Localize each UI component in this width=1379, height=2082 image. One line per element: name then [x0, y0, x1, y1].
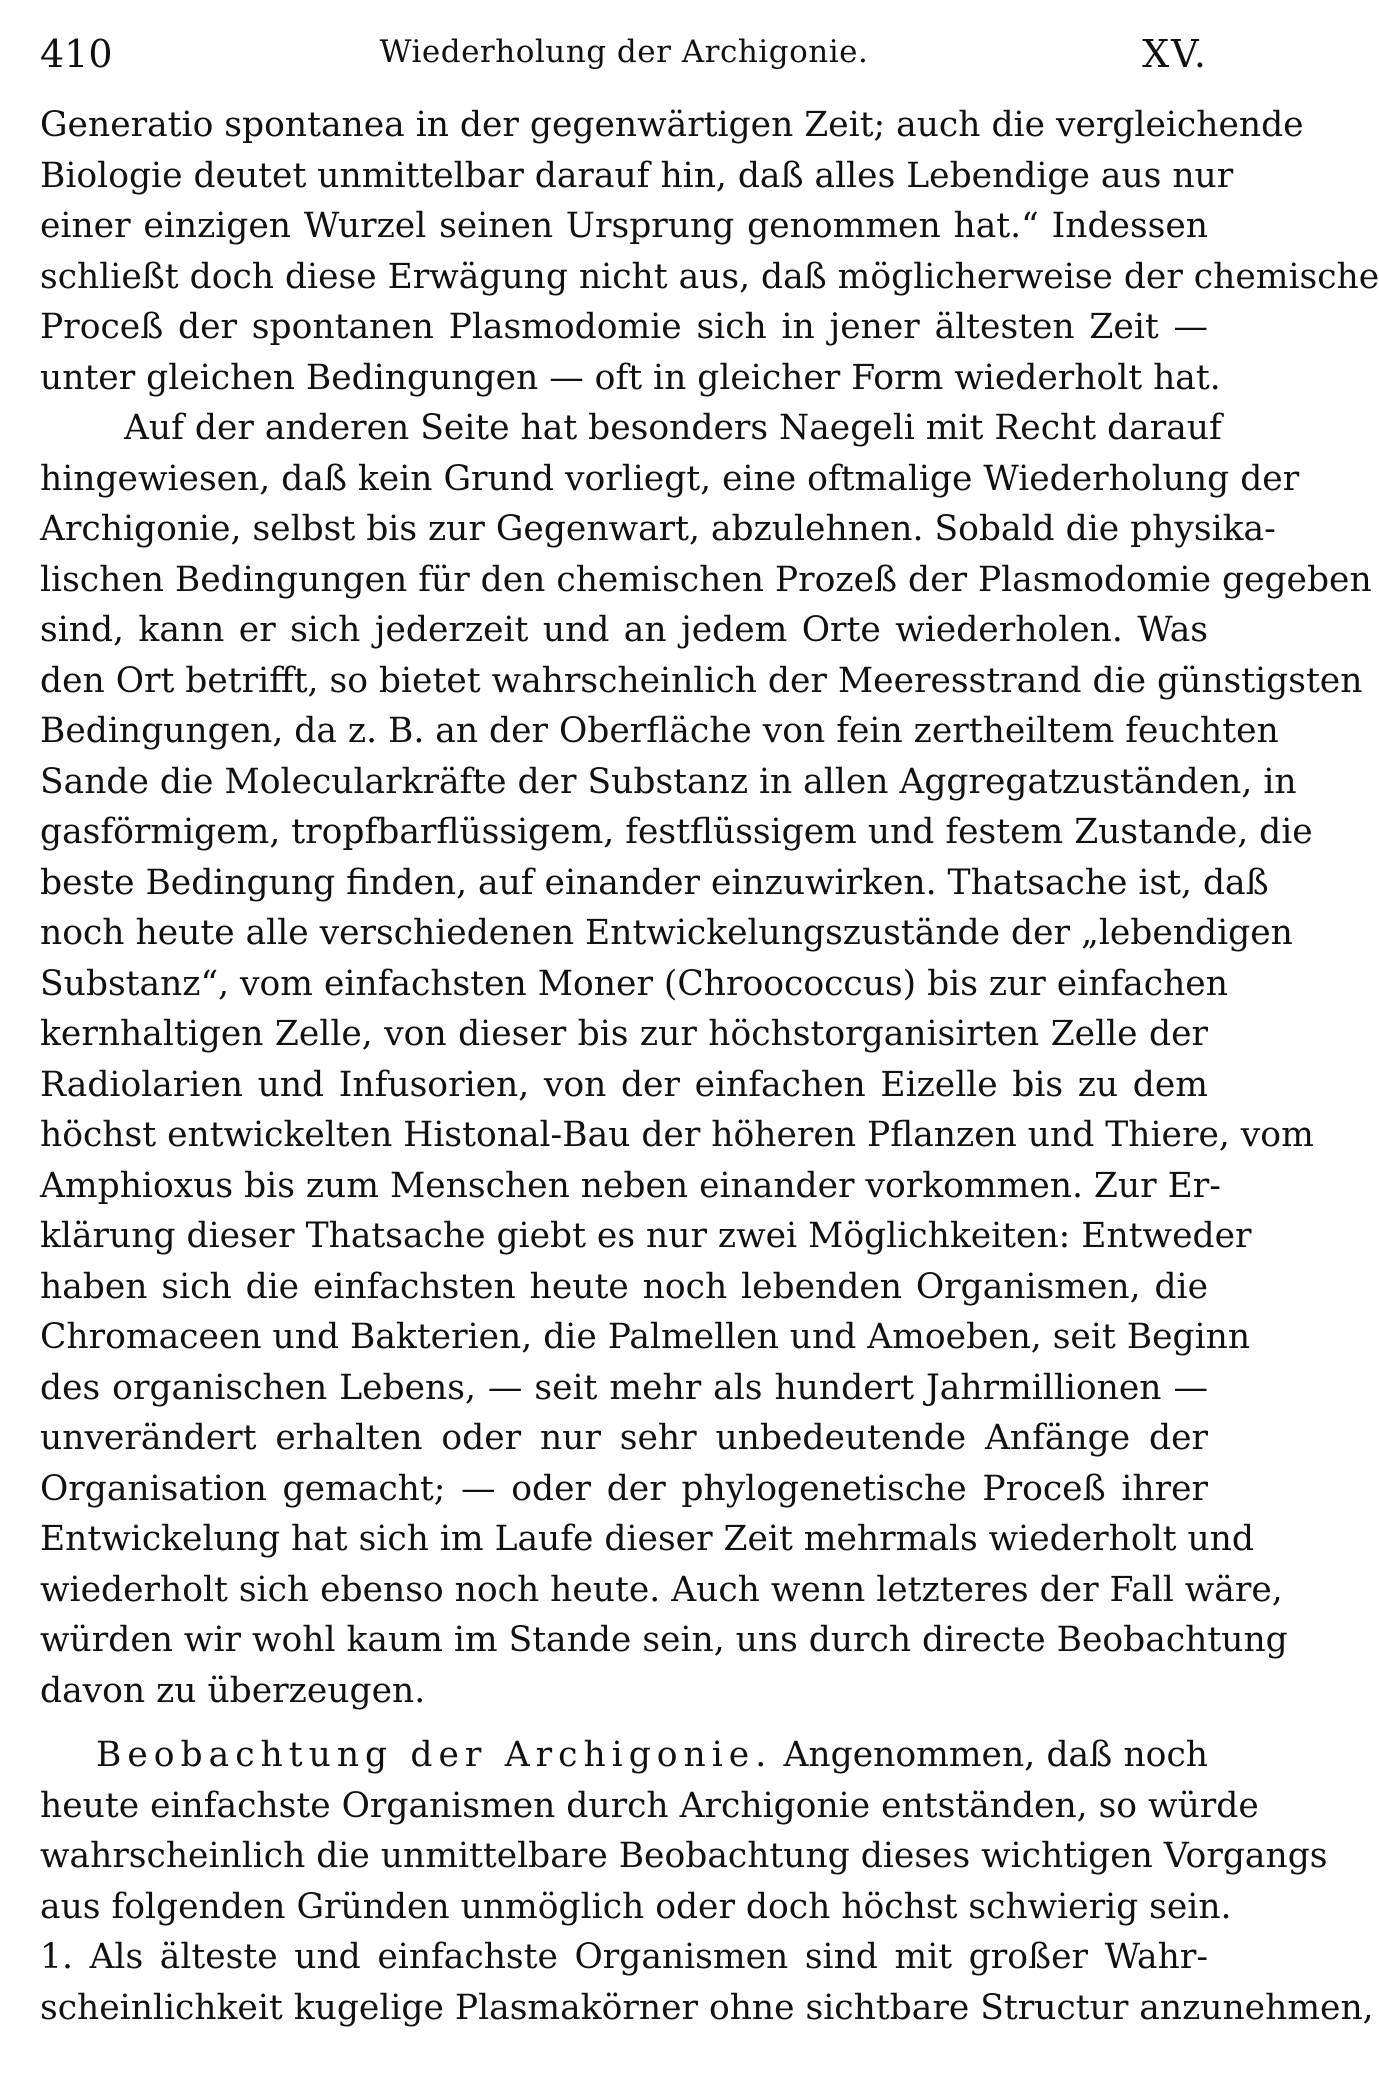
text-line: aus folgenden Gründen unmöglich oder doch höchst schwierig sein.	[40, 1886, 1232, 1927]
text-line: einer einzigen Wurzel seinen Ursprung genommen hat.“ Indessen	[40, 206, 1208, 246]
text-line: noch heute alle verschiedenen Entwickelungszustände der „lebendigen	[40, 913, 1293, 953]
text-line: scheinlichkeit kugelige Plasmakörner ohne sichtbare Structur anzunehmen,	[40, 1987, 1374, 2028]
text-line: Generatio spontanea in der gegenwärtigen Zeit; auch die vergleichende	[40, 105, 1304, 145]
page-number: 410	[40, 32, 113, 76]
text-line: haben sich die einfachsten heute noch lebenden Organismen, die	[40, 1266, 1208, 1307]
text-line: Substanz“, vom einfachsten Moner (Chroococcus) bis zur einfachen	[40, 963, 1228, 1004]
text-line: wahrscheinlich die unmittelbare Beobachtung dieses wichtigen Vorgangs	[40, 1836, 1328, 1876]
text-line: höchst entwickelten Histonal-Bau der höheren Pflanzen und Thiere, vom	[40, 1115, 1314, 1155]
text-line: Chromaceen und Bakterien, die Palmellen und Amoeben, seit Beginn	[40, 1317, 1251, 1357]
text-line: Archigonie, selbst bis zur Gegenwart, abzulehnen. Sobald die physika-	[40, 509, 1276, 549]
text-line: Beobachtung der Archigonie. Angenommen, daß noch	[96, 1735, 1208, 1775]
text-line: heute einfachste Organismen durch Archigonie entständen, so würde	[40, 1785, 1259, 1826]
text-line: unverändert erhalten oder nur sehr unbedeutende Anfänge der	[40, 1418, 1208, 1458]
text-line: den Ort betrifft, so bietet wahrscheinlich der Meeresstrand die günstigsten	[40, 660, 1363, 701]
section-run-in-heading: Beobachtung der Archigonie.	[96, 1735, 773, 1775]
text-line: klärung dieser Thatsache giebt es nur zwei Möglichkeiten: Entweder	[40, 1216, 1252, 1256]
text-line: hingewiesen, daß kein Grund vorliegt, eine oftmalige Wiederholung der	[40, 458, 1300, 499]
chapter-number: XV.	[1142, 32, 1208, 76]
running-title: Wiederholung der Archigonie.	[379, 34, 869, 70]
text-line: Amphioxus bis zum Menschen neben einander vorkommen. Zur Er-	[40, 1165, 1221, 1206]
text-line: Entwickelung hat sich im Laufe dieser Zeit mehrmals wiederholt und	[40, 1519, 1254, 1559]
text-line: beste Bedingung finden, auf einander einzuwirken. Thatsache ist, daß	[40, 862, 1269, 903]
text-line: lischen Bedingungen für den chemischen Prozeß der Plasmodomie gegeben	[40, 559, 1372, 600]
text-line: davon zu überzeugen.	[40, 1670, 426, 1711]
text-line: Bedingungen, da z. B. an der Oberfläche von fein zertheiltem feuchten	[40, 711, 1279, 751]
paragraph-1	[40, 100, 1379, 403]
text-line: schließt doch diese Erwägung nicht aus, daß möglicherweise der chemische	[40, 256, 1379, 297]
page-header	[40, 22, 1208, 82]
text-line: gasförmigem, tropfbarflüssigem, festflüssigem und festem Zustande, die	[40, 812, 1313, 852]
text-line: würden wir wohl kaum im Stande sein, uns durch directe Beobachtung	[40, 1620, 1288, 1660]
paragraph-2	[40, 403, 1372, 1716]
text-line: des organischen Lebens, — seit mehr als hundert Jahrmillionen —	[40, 1367, 1208, 1408]
text-line: Auf der anderen Seite hat besonders Naegeli mit Recht darauf	[124, 408, 1222, 448]
paragraph-3	[40, 1730, 1374, 2033]
text-line: Sande die Molecularkräfte der Substanz in allen Aggregatzuständen, in	[40, 761, 1297, 802]
text-line: Organisation gemacht; — oder der phylogenetische Proceß ihrer	[40, 1468, 1208, 1509]
page-body	[40, 100, 1379, 2033]
text-line: Proceß der spontanen Plasmodomie sich in jener ältesten Zeit —	[40, 307, 1208, 347]
text-line: Biologie deutet unmittelbar darauf hin, daß alles Lebendige aus nur	[40, 155, 1234, 196]
text-line: 1. Als älteste und einfachste Organismen sind mit großer Wahr-	[40, 1937, 1208, 1977]
text-line: unter gleichen Bedingungen — oft in gleicher Form wiederholt hat.	[40, 357, 1221, 398]
text-line: Radiolarien und Infusorien, von der einfachen Eizelle bis zu dem	[40, 1064, 1208, 1105]
text-line: kernhaltigen Zelle, von dieser bis zur höchstorganisirten Zelle der	[40, 1014, 1208, 1054]
text-line: wiederholt sich ebenso noch heute. Auch wenn letzteres der Fall wäre,	[40, 1569, 1283, 1610]
text-line: sind, kann er sich jederzeit und an jedem Orte wiederholen. Was	[40, 610, 1208, 650]
